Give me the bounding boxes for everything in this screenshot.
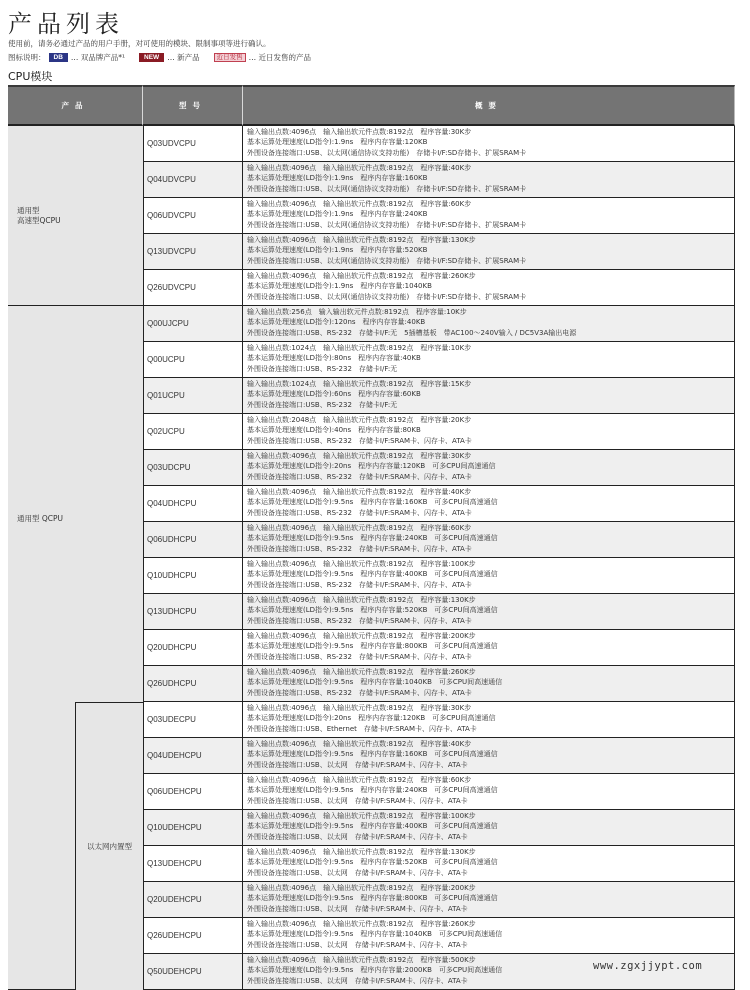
summary-line: 输入输出点数:4096点 输入输出软元件点数:8192点 程序容量:40K步: [247, 740, 472, 748]
table-row: [143, 306, 735, 342]
summary-line: 输入输出点数:2048点 输入输出软元件点数:8192点 程序容量:20K步: [247, 416, 472, 424]
summary-cell: [243, 522, 735, 558]
section-title: CPU模块: [8, 70, 53, 83]
summary-line: 输入输出点数:4096点 输入输出软元件点数:8192点 程序容量:30K步: [247, 452, 472, 460]
summary-cell: [243, 198, 735, 234]
summary-cell: [243, 378, 735, 414]
summary-line: 输入输出点数:4096点 输入输出软元件点数:8192点 程序容量:60K步: [247, 776, 472, 784]
product-group-label: [17, 514, 63, 524]
summary-cell: [243, 450, 735, 486]
model-cell: Q20UDHCPU: [143, 630, 243, 666]
summary-line: 输入输出点数:4096点 输入输出软元件点数:8192点 程序容量:500K步: [247, 956, 476, 964]
model-cell: Q01UCPU: [143, 378, 243, 414]
summary-line: 外围设备连接端口:USB、RS-232 存储卡I/F:无 5插槽基板 带AC100～240V输入 / DC5V3A输出电源: [247, 328, 577, 337]
model-cell: Q04UDEHCPU: [143, 738, 243, 774]
summary-line: 外围设备连接端口:USB、RS-232 存储卡I/F:SRAM卡、闪存卡、ATA卡: [247, 508, 472, 517]
summary-line: 基本运算处理速度(LD指令):9.5ns 程序内存容量:520KB 可多CPU间高速通信: [247, 858, 498, 867]
summary-line: 基本运算处理速度(LD指令):9.5ns 程序内存容量:800KB 可多CPU间高速通信: [247, 894, 498, 903]
table-row: [143, 378, 735, 414]
summary-line: 外围设备连接端口:USB、以太网 存储卡I/F:SRAM卡、闪存卡、ATA卡: [247, 760, 468, 769]
summary-cell: [243, 630, 735, 666]
summary-line: 输入输出点数:4096点 输入输出软元件点数:8192点 程序容量:260K步: [247, 920, 476, 928]
model-cell: Q00UJCPU: [143, 306, 243, 342]
summary-line: 输入输出点数:1024点 输入输出软元件点数:8192点 程序容量:15K步: [247, 380, 472, 388]
intro-note: 使用前，请务必通过产品的用户手册，对可使用的模块、限制事项等进行确认。: [8, 39, 271, 48]
header-summary: 概要: [243, 85, 735, 126]
group-label-line: 通用型: [17, 205, 40, 215]
summary-cell: [243, 486, 735, 522]
summary-line: 输入输出点数:4096点 输入输出软元件点数:8192点 程序容量:130K步: [247, 596, 476, 604]
summary-line: 外围设备连接端口:USB、RS-232 存储卡I/F:SRAM卡、闪存卡、ATA卡: [247, 580, 472, 589]
table-row: [143, 234, 735, 270]
summary-line: 基本运算处理速度(LD指令):1.9ns 程序内存容量:520KB: [247, 246, 428, 255]
summary-line: 输入输出点数:4096点 输入输出软元件点数:8192点 程序容量:200K步: [247, 884, 476, 892]
summary-line: 基本运算处理速度(LD指令):9.5ns 程序内存容量:1040KB 可多CPU间高速通信: [247, 930, 503, 939]
model-cell: Q00UCPU: [143, 342, 243, 378]
summary-line: 基本运算处理速度(LD指令):20ns 程序内存容量:120KB 可多CPU间高速通信: [247, 714, 496, 723]
summary-cell: [243, 846, 735, 882]
summary-line: 输入输出点数:4096点 输入输出软元件点数:8192点 程序容量:130K步: [247, 848, 476, 856]
group-label-line: 通用型 QCPU: [17, 514, 64, 523]
summary-line: 基本运算处理速度(LD指令):9.5ns 程序内存容量:160KB 可多CPU间高速通信: [247, 498, 498, 507]
table-row: [143, 450, 735, 486]
table-row: [143, 702, 735, 738]
summary-line: 基本运算处理速度(LD指令):9.5ns 程序内存容量:400KB 可多CPU间高速通信: [247, 822, 498, 831]
model-cell: Q03UDVCPU: [143, 126, 243, 162]
summary-line: 外围设备连接端口:USB、以太网(通信协议支持功能) 存储卡I/F:SD存储卡、扩展SRAM卡: [247, 184, 527, 193]
summary-line: 外围设备连接端口:USB、以太网 存储卡I/F:SRAM卡、闪存卡、ATA卡: [247, 796, 468, 805]
model-cell: Q06UDEHCPU: [143, 774, 243, 810]
legend-dual-brand-text: … 双品牌产品*¹: [70, 53, 126, 62]
table-row: [143, 414, 735, 450]
table-row: [143, 342, 735, 378]
model-cell: Q06UDHCPU: [143, 522, 243, 558]
summary-line: 外围设备连接端口:USB、以太网(通信协议支持功能) 存储卡I/F:SD存储卡、扩展SRAM卡: [247, 148, 527, 157]
table-row: [143, 486, 735, 522]
model-cell: Q10UDHCPU: [143, 558, 243, 594]
summary-line: 外围设备连接端口:USB、RS-232 存储卡I/F:无: [247, 400, 398, 409]
summary-cell: [243, 558, 735, 594]
summary-line: 外围设备连接端口:USB、以太网(通信协议支持功能) 存储卡I/F:SD存储卡、扩展SRAM卡: [247, 292, 527, 301]
table-row: [143, 918, 735, 954]
table-row: [143, 630, 735, 666]
summary-line: 外围设备连接端口:USB、以太网 存储卡I/F:SRAM卡、闪存卡、ATA卡: [247, 940, 468, 949]
summary-cell: [243, 702, 735, 738]
model-cell: Q26UDHCPU: [143, 666, 243, 702]
summary-cell: [243, 918, 735, 954]
model-cell: Q10UDEHCPU: [143, 810, 243, 846]
summary-line: 基本运算处理速度(LD指令):9.5ns 程序内存容量:160KB 可多CPU间高速通信: [247, 750, 498, 759]
summary-cell: [243, 270, 735, 306]
summary-line: 输入输出点数:4096点 输入输出软元件点数:8192点 程序容量:60K步: [247, 524, 472, 532]
summary-line: 输入输出点数:4096点 输入输出软元件点数:8192点 程序容量:260K步: [247, 668, 476, 676]
legend-new-product-text: … 新产品: [167, 53, 200, 62]
table-row: [143, 126, 735, 162]
summary-cell: [243, 594, 735, 630]
table-row: [143, 666, 735, 702]
table-row: [143, 774, 735, 810]
summary-line: 基本运算处理速度(LD指令):9.5ns 程序内存容量:240KB 可多CPU间高速通信: [247, 534, 498, 543]
model-cell: Q04UDHCPU: [143, 486, 243, 522]
summary-line: 输入输出点数:4096点 输入输出软元件点数:8192点 程序容量:30K步: [247, 704, 472, 712]
model-cell: Q13UDVCPU: [143, 234, 243, 270]
table-row: [143, 270, 735, 306]
model-cell: Q50UDEHCPU: [143, 954, 243, 990]
product-subgroup-cell: [75, 702, 143, 990]
watermark: www.zgxjjypt.com: [593, 960, 703, 972]
summary-line: 输入输出点数:4096点 输入输出软元件点数:8192点 程序容量:260K步: [247, 272, 476, 280]
table-row: [143, 882, 735, 918]
summary-line: 输入输出点数:256点 输入输出软元件点数:8192点 程序容量:10K步: [247, 308, 467, 316]
summary-line: 外围设备连接端口:USB、以太网 存储卡I/F:SRAM卡、闪存卡、ATA卡: [247, 976, 468, 985]
model-cell: Q20UDEHCPU: [143, 882, 243, 918]
table-row: [143, 522, 735, 558]
summary-line: 基本运算处理速度(LD指令):9.5ns 程序内存容量:400KB 可多CPU间高速通信: [247, 570, 498, 579]
product-group-label: [17, 206, 61, 226]
summary-line: 外围设备连接端口:USB、以太网(通信协议支持功能) 存储卡I/F:SD存储卡、扩展SRAM卡: [247, 256, 527, 265]
summary-line: 基本运算处理速度(LD指令):120ns 程序内存容量:40KB: [247, 318, 426, 327]
summary-line: 外围设备连接端口:USB、Ethernet 存储卡I/F:SRAM卡、闪存卡、ATA卡: [247, 724, 477, 733]
table-row: [143, 198, 735, 234]
table-row: [143, 738, 735, 774]
model-cell: Q26UDVCPU: [143, 270, 243, 306]
summary-line: 外围设备连接端口:USB、RS-232 存储卡I/F:SRAM卡、闪存卡、ATA卡: [247, 472, 472, 481]
coming-soon-badge-icon: 近日发售: [214, 53, 246, 62]
model-cell: Q03UDCPU: [143, 450, 243, 486]
legend-coming-soon-text: … 近日发售的产品: [248, 53, 311, 62]
summary-cell: [243, 666, 735, 702]
model-cell: Q03UDECPU: [143, 702, 243, 738]
summary-line: 外围设备连接端口:USB、以太网(通信协议支持功能) 存储卡I/F:SD存储卡、扩展SRAM卡: [247, 220, 527, 229]
product-group-cell: [8, 126, 143, 306]
summary-cell: [243, 234, 735, 270]
summary-cell: [243, 774, 735, 810]
summary-line: 基本运算处理速度(LD指令):9.5ns 程序内存容量:800KB 可多CPU间高速通信: [247, 642, 498, 651]
summary-cell: [243, 810, 735, 846]
table-row: [143, 162, 735, 198]
summary-line: 基本运算处理速度(LD指令):1.9ns 程序内存容量:120KB: [247, 138, 428, 147]
summary-line: 外围设备连接端口:USB、RS-232 存储卡I/F:SRAM卡、闪存卡、ATA卡: [247, 652, 472, 661]
summary-line: 外围设备连接端口:USB、以太网 存储卡I/F:SRAM卡、闪存卡、ATA卡: [247, 904, 468, 913]
summary-cell: [243, 162, 735, 198]
summary-cell: [243, 882, 735, 918]
header-product: 产品: [8, 85, 143, 126]
summary-line: 外围设备连接端口:USB、RS-232 存储卡I/F:SRAM卡、闪存卡、ATA卡: [247, 616, 472, 625]
summary-line: 外围设备连接端口:USB、以太网 存储卡I/F:SRAM卡、闪存卡、ATA卡: [247, 832, 468, 841]
group-label-line: 高速型QCPU: [17, 215, 61, 225]
product-subgroup-label: 以太网内置型: [87, 842, 132, 851]
product-table: [8, 85, 735, 990]
summary-line: 外围设备连接端口:USB、RS-232 存储卡I/F:SRAM卡、闪存卡、ATA卡: [247, 436, 472, 445]
summary-line: 外围设备连接端口:USB、以太网 存储卡I/F:SRAM卡、闪存卡、ATA卡: [247, 868, 468, 877]
summary-cell: [243, 738, 735, 774]
summary-line: 输入输出点数:4096点 输入输出软元件点数:8192点 程序容量:200K步: [247, 632, 476, 640]
summary-cell: [243, 414, 735, 450]
summary-cell: [243, 126, 735, 162]
summary-line: 输入输出点数:4096点 输入输出软元件点数:8192点 程序容量:100K步: [247, 560, 476, 568]
summary-line: 基本运算处理速度(LD指令):80ns 程序内存容量:40KB: [247, 354, 421, 363]
summary-line: 基本运算处理速度(LD指令):1.9ns 程序内存容量:240KB: [247, 210, 428, 219]
summary-line: 外围设备连接端口:USB、RS-232 存储卡I/F:SRAM卡、闪存卡、ATA卡: [247, 544, 472, 553]
model-cell: Q13UDEHCPU: [143, 846, 243, 882]
summary-line: 基本运算处理速度(LD指令):9.5ns 程序内存容量:240KB 可多CPU间高速通信: [247, 786, 498, 795]
summary-line: 基本运算处理速度(LD指令):40ns 程序内存容量:80KB: [247, 426, 421, 435]
summary-line: 输入输出点数:1024点 输入输出软元件点数:8192点 程序容量:10K步: [247, 344, 472, 352]
header-model: 型号: [143, 85, 243, 126]
summary-line: 基本运算处理速度(LD指令):60ns 程序内存容量:60KB: [247, 390, 421, 399]
model-cell: Q13UDHCPU: [143, 594, 243, 630]
dual-brand-badge-icon: DB: [49, 53, 68, 62]
table-row: [143, 846, 735, 882]
model-cell: Q26UDEHCPU: [143, 918, 243, 954]
summary-line: 外围设备连接端口:USB、RS-232 存储卡I/F:SRAM卡、闪存卡、ATA卡: [247, 688, 472, 697]
summary-line: 输入输出点数:4096点 输入输出软元件点数:8192点 程序容量:60K步: [247, 200, 472, 208]
summary-line: 输入输出点数:4096点 输入输出软元件点数:8192点 程序容量:40K步: [247, 488, 472, 496]
summary-cell: [243, 342, 735, 378]
summary-line: 基本运算处理速度(LD指令):1.9ns 程序内存容量:160KB: [247, 174, 428, 183]
summary-line: 输入输出点数:4096点 输入输出软元件点数:8192点 程序容量:100K步: [247, 812, 476, 820]
summary-line: 外围设备连接端口:USB、RS-232 存储卡I/F:无: [247, 364, 398, 373]
model-cell: Q06UDVCPU: [143, 198, 243, 234]
icon-legend: [8, 52, 311, 63]
table-row: [143, 558, 735, 594]
table-row: [143, 810, 735, 846]
summary-line: 基本运算处理速度(LD指令):9.5ns 程序内存容量:1040KB 可多CPU间高速通信: [247, 678, 503, 687]
model-cell: Q04UDVCPU: [143, 162, 243, 198]
summary-cell: [243, 306, 735, 342]
summary-line: 基本运算处理速度(LD指令):1.9ns 程序内存容量:1040KB: [247, 282, 432, 291]
table-row: [143, 594, 735, 630]
summary-line: 基本运算处理速度(LD指令):9.5ns 程序内存容量:520KB 可多CPU间高速通信: [247, 606, 498, 615]
summary-line: 输入输出点数:4096点 输入输出软元件点数:8192点 程序容量:40K步: [247, 164, 472, 172]
summary-line: 输入输出点数:4096点 输入输出软元件点数:8192点 程序容量:30K步: [247, 128, 472, 136]
summary-line: 基本运算处理速度(LD指令):9.5ns 程序内存容量:2000KB 可多CPU间高速通信: [247, 966, 503, 975]
page-title: 产品列表: [8, 10, 124, 38]
summary-line: 输入输出点数:4096点 输入输出软元件点数:8192点 程序容量:130K步: [247, 236, 476, 244]
summary-line: 基本运算处理速度(LD指令):20ns 程序内存容量:120KB 可多CPU间高速通信: [247, 462, 496, 471]
new-product-badge-icon: NEW: [139, 53, 164, 62]
model-cell: Q02UCPU: [143, 414, 243, 450]
legend-prefix: 图标说明：: [8, 53, 46, 62]
